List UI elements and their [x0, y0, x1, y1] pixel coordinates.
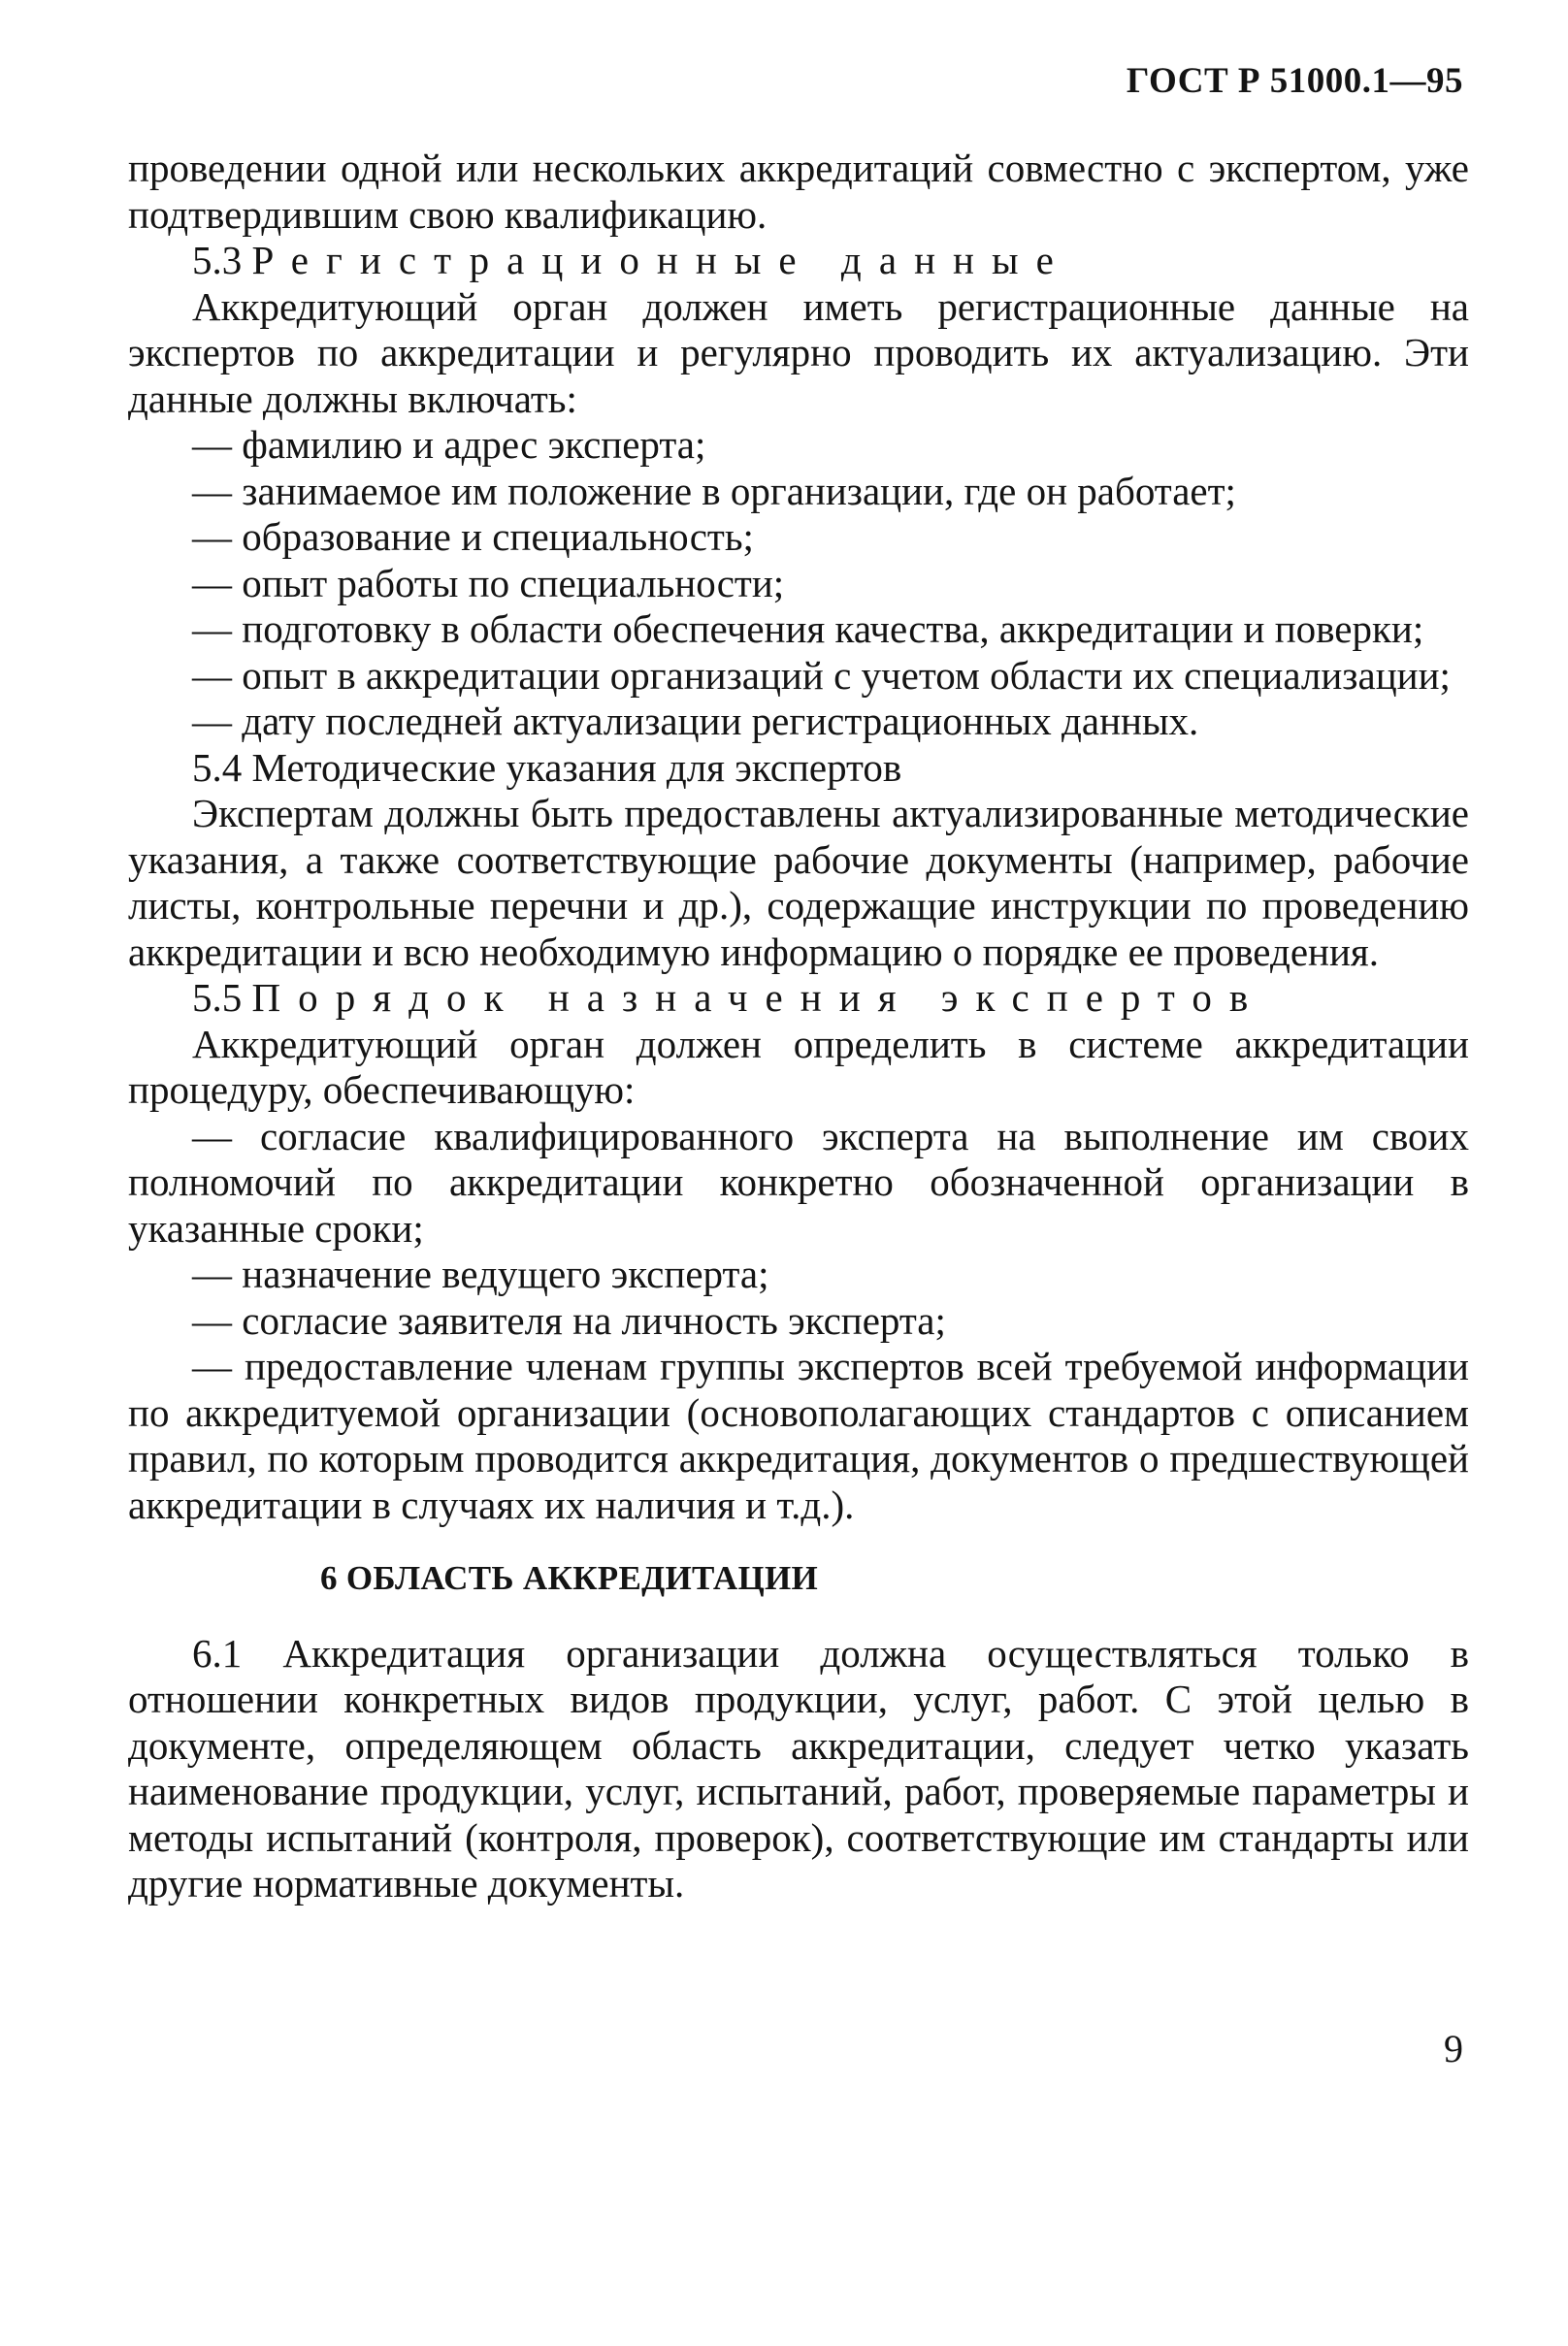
subsection-heading-5-3: [128, 238, 1469, 284]
list-item: — подготовку в области обеспечения качества, аккредитации и поверки;: [192, 606, 1424, 651]
list-item: — назначение ведущего эксперта;: [192, 1252, 769, 1296]
continuation-paragraph: проведении одной или нескольких аккредитаций совместно с экспертом, уже подтвердившим свою квалификацию.: [128, 146, 1469, 237]
list-item: — образование и специальность;: [192, 514, 754, 559]
section-heading-6: 6 ОБЛАСТЬ АККРЕДИТАЦИИ: [320, 1559, 819, 1597]
list-item: — опыт работы по специальности;: [192, 560, 785, 605]
subsection-number: 5.5: [192, 975, 243, 1020]
subsection-heading-5-4: [128, 745, 1469, 792]
list-item: — согласие заявителя на личность эксперта;: [192, 1297, 946, 1343]
page-number: 9: [1444, 2027, 1463, 2070]
list-item: — занимаемое им положение в организации, где он работает;: [192, 468, 1236, 513]
subsection-number: 5.3: [192, 238, 243, 282]
list-item: — дату последней актуализации регистрационных данных.: [192, 699, 1199, 743]
subsection-title: Регистрационные данные: [251, 238, 1071, 282]
subsection-title: Порядок назначения экспертов: [251, 975, 1266, 1020]
paragraph: Аккредитующий орган должен иметь регистрационные данные на экспертов по аккредитации и регулярно проводить их актуализацию. Эти данные должны включать:: [128, 283, 1469, 421]
list-item: — опыт в аккредитации организаций с учетом области их специализации;: [192, 652, 1451, 698]
list-item: — предоставление членам группы экспертов всей требуемой информации по аккредитуемой организации (основополагающих стандартов с описанием правил, по которым проводится аккредитация, документов о предшествующей аккредитации в случаях их наличия и т.д.).: [128, 1344, 1469, 1527]
subsection-heading-5-5: [128, 975, 1469, 1022]
document-header: ГОСТ Р 51000.1—95: [1126, 61, 1463, 101]
list-item: — согласие квалифицированного эксперта на выполнение им своих полномочий по аккредитации конкретно обозначенной организации в указанные сроки;: [128, 1113, 1469, 1251]
subsection-title: Методические указания для экспертов: [251, 744, 902, 790]
paragraph: 6.1 Аккредитация организации должна осуществляться только в отношении конкретных видов продукции, услуг, работ. С этой целью в документе, определяющем область аккредитации, следует четко указать наименование продукции, услуг, испытаний, работ, проверяемые параметры и методы испытаний (контроля, проверок), соответствующие им стандарты или другие нормативные документы.: [128, 1630, 1469, 1906]
paragraph: Аккредитующий орган должен определить в системе аккредитации процедуру, обеспечивающую:: [128, 1021, 1469, 1112]
list-item: — фамилию и адрес эксперта;: [192, 422, 706, 467]
document-body: [128, 146, 1469, 1907]
subsection-number: 5.4: [192, 744, 243, 790]
paragraph: Экспертам должны быть предоставлены актуализированные методические указания, а также соответствующие рабочие документы (например, рабочие листы, контрольные перечни и др.), содержащие инструкции по проведению аккредитации и всю необходимую информацию о порядке ее проведения.: [128, 791, 1469, 974]
